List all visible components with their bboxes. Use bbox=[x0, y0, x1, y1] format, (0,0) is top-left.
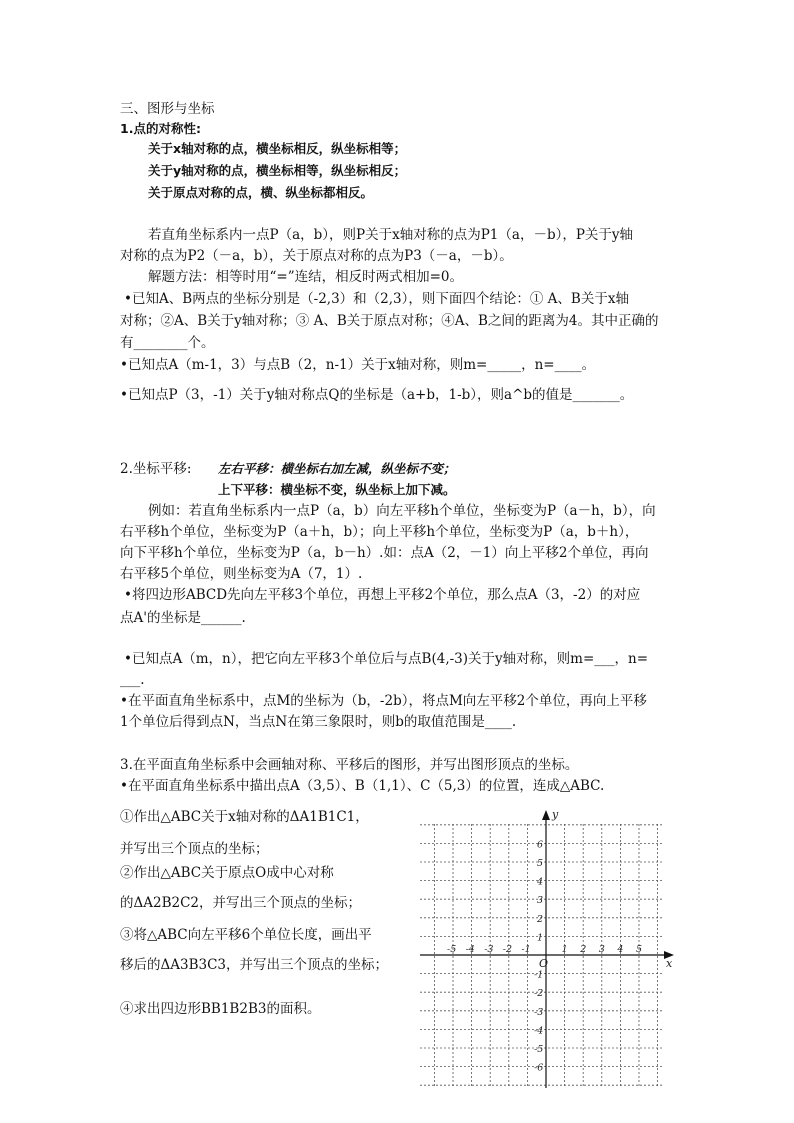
question-5-line-2: ___. bbox=[120, 672, 145, 688]
y-tick-label: 5 bbox=[537, 858, 544, 869]
task-3: ③将△ABC向左平移6个单位长度，画出平 bbox=[120, 927, 372, 943]
rule-y-axis: 关于y轴对称的点，横坐标相等，纵坐标相反； bbox=[148, 163, 407, 178]
rule-up-down: 上下平移：横坐标不变，纵坐标上加下减。 bbox=[218, 482, 456, 497]
question-3: •已知点P（3，-1）关于y轴对称点Q的坐标是（a+b，1-b），则a^b的值是_______。 bbox=[120, 387, 634, 403]
y-tick-label: 2 bbox=[537, 913, 544, 925]
x-tick-label: -1 bbox=[521, 944, 531, 955]
y-tick-label: -2 bbox=[534, 988, 544, 1000]
question-6-line-2: 1个单位后得到点N，当点N在第三象限时，则b的取值范围是____. bbox=[120, 714, 517, 730]
x-tick-label: 5 bbox=[636, 944, 643, 955]
example-line-4: 右平移5个单位，则坐标变为A（7，1）. bbox=[120, 566, 363, 582]
x-tick-label: 1 bbox=[561, 944, 568, 955]
x-tick-labels bbox=[447, 944, 642, 955]
task-1: ①作出△ABC关于x轴对称的ΔA1B1C1， bbox=[120, 809, 369, 825]
y-tick-label: -3 bbox=[534, 1006, 544, 1018]
explain-line-2: 对称的点为P2（－a，b），关于原点对称的点为P3（－a，－b）。 bbox=[120, 248, 513, 264]
x-tick-label: -2 bbox=[502, 944, 513, 955]
question-5-line-1: •已知点A（m，n），把它向左平移3个单位后与点B(4,-3)关于y轴对称，则m=___，n= bbox=[124, 651, 649, 667]
y-tick-label: -6 bbox=[534, 1062, 544, 1074]
example-line-2: 右平移h个单位，坐标变为P（a＋h，b）；向上平移h个单位，坐标变为P（a，b＋h）， bbox=[120, 524, 639, 540]
coordinate-grid bbox=[416, 806, 678, 1090]
explain-line-1: 若直角坐标系内一点P（a，b），则P关于x轴对称的点为P1（a，－b），P关于y轴 bbox=[148, 227, 634, 243]
x-tick-label: -3 bbox=[484, 944, 494, 955]
task-1-cont: 并写出三个顶点的坐标； bbox=[120, 841, 269, 857]
y-tick-label: -4 bbox=[534, 1025, 544, 1037]
x-tick-label: -5 bbox=[447, 944, 457, 955]
example-line-1: 例如：若直角坐标系内一点P（a，b）向左平移h个单位，坐标变为P（a－h，b），向 bbox=[148, 503, 656, 519]
heading-drawing: 3.在平面直角坐标系中会画轴对称、平移后的图形，并写出图形顶点的坐标。 bbox=[120, 757, 579, 773]
y-axis-arrow bbox=[542, 810, 550, 820]
x-axis-label: x bbox=[666, 957, 673, 970]
question-1-line-3: 有________个。 bbox=[120, 335, 215, 351]
task-2-cont: 的ΔA2B2C2，并写出三个顶点的坐标； bbox=[120, 895, 362, 911]
method-line: 解题方法：相等时用“=”连结，相反时两式相加=0。 bbox=[148, 269, 464, 285]
task-2: ②作出△ABC关于原点O成中心对称 bbox=[120, 865, 334, 881]
y-tick-label: 1 bbox=[537, 932, 544, 944]
task-3-cont: 移后的ΔA3B3C3，并写出三个顶点的坐标； bbox=[120, 957, 389, 973]
origin-label: O bbox=[539, 957, 549, 970]
question-6-line-1: •在平面直角坐标系中，点M的坐标为（b，-2b），将点M向左平移2个单位，再向上平移 bbox=[120, 693, 647, 709]
x-tick-label: 4 bbox=[617, 944, 624, 955]
x-tick-label: 2 bbox=[580, 944, 587, 955]
rule-origin: 关于原点对称的点，横、纵坐标都相反。 bbox=[148, 185, 374, 200]
question-4-line-1: •将四边形ABCD先向左平移3个单位，再想上平移2个单位，那么点A（3，-2）的对应 bbox=[124, 587, 641, 603]
task-4: ④求出四边形BB1B2B3的面积。 bbox=[120, 1001, 321, 1017]
y-axis-label: y bbox=[552, 808, 559, 821]
y-tick-label: -1 bbox=[534, 969, 544, 981]
y-tick-label: 4 bbox=[537, 876, 544, 888]
section-title: 三、图形与坐标 bbox=[120, 101, 215, 117]
rule-x-axis: 关于x轴对称的点，横坐标相反，纵坐标相等； bbox=[148, 141, 407, 156]
question-1-line-2: 对称；②A、B关于y轴对称；③ A、B关于原点对称；④A、B之间的距离为4。其中正确的 bbox=[120, 313, 659, 329]
question-1-line-1: •已知A、B两点的坐标分别是（-2,3）和（2,3），则下面四个结论：① A、B关于x轴 bbox=[124, 291, 629, 307]
example-line-3: 向下平移h个单位，坐标变为P（a，b－h）.如：点A（2，－1）向上平移2个单位，再向 bbox=[120, 545, 649, 561]
question-2: •已知点A（m-1，3）与点B（2，n-1）关于x轴对称，则m=_____，n=____。 bbox=[120, 357, 596, 373]
rule-left-right: 左右平移：横坐标右加左减，纵坐标不变； bbox=[218, 461, 456, 476]
y-tick-label: -5 bbox=[534, 1044, 544, 1055]
y-tick-label: 3 bbox=[537, 895, 544, 907]
x-tick-label: 3 bbox=[598, 944, 605, 955]
drawing-intro: •在平面直角坐标系中描出点A（3,5）、B（1,1）、C（5,3）的位置，连成△ABC. bbox=[120, 778, 605, 794]
x-tick-label: -4 bbox=[465, 944, 475, 955]
y-tick-label: 6 bbox=[537, 839, 544, 851]
heading-symmetry: 1.点的对称性: bbox=[120, 121, 201, 136]
question-4-line-2: 点A'的坐标是______. bbox=[120, 610, 246, 626]
heading-translation: 2.坐标平移: bbox=[120, 461, 192, 477]
